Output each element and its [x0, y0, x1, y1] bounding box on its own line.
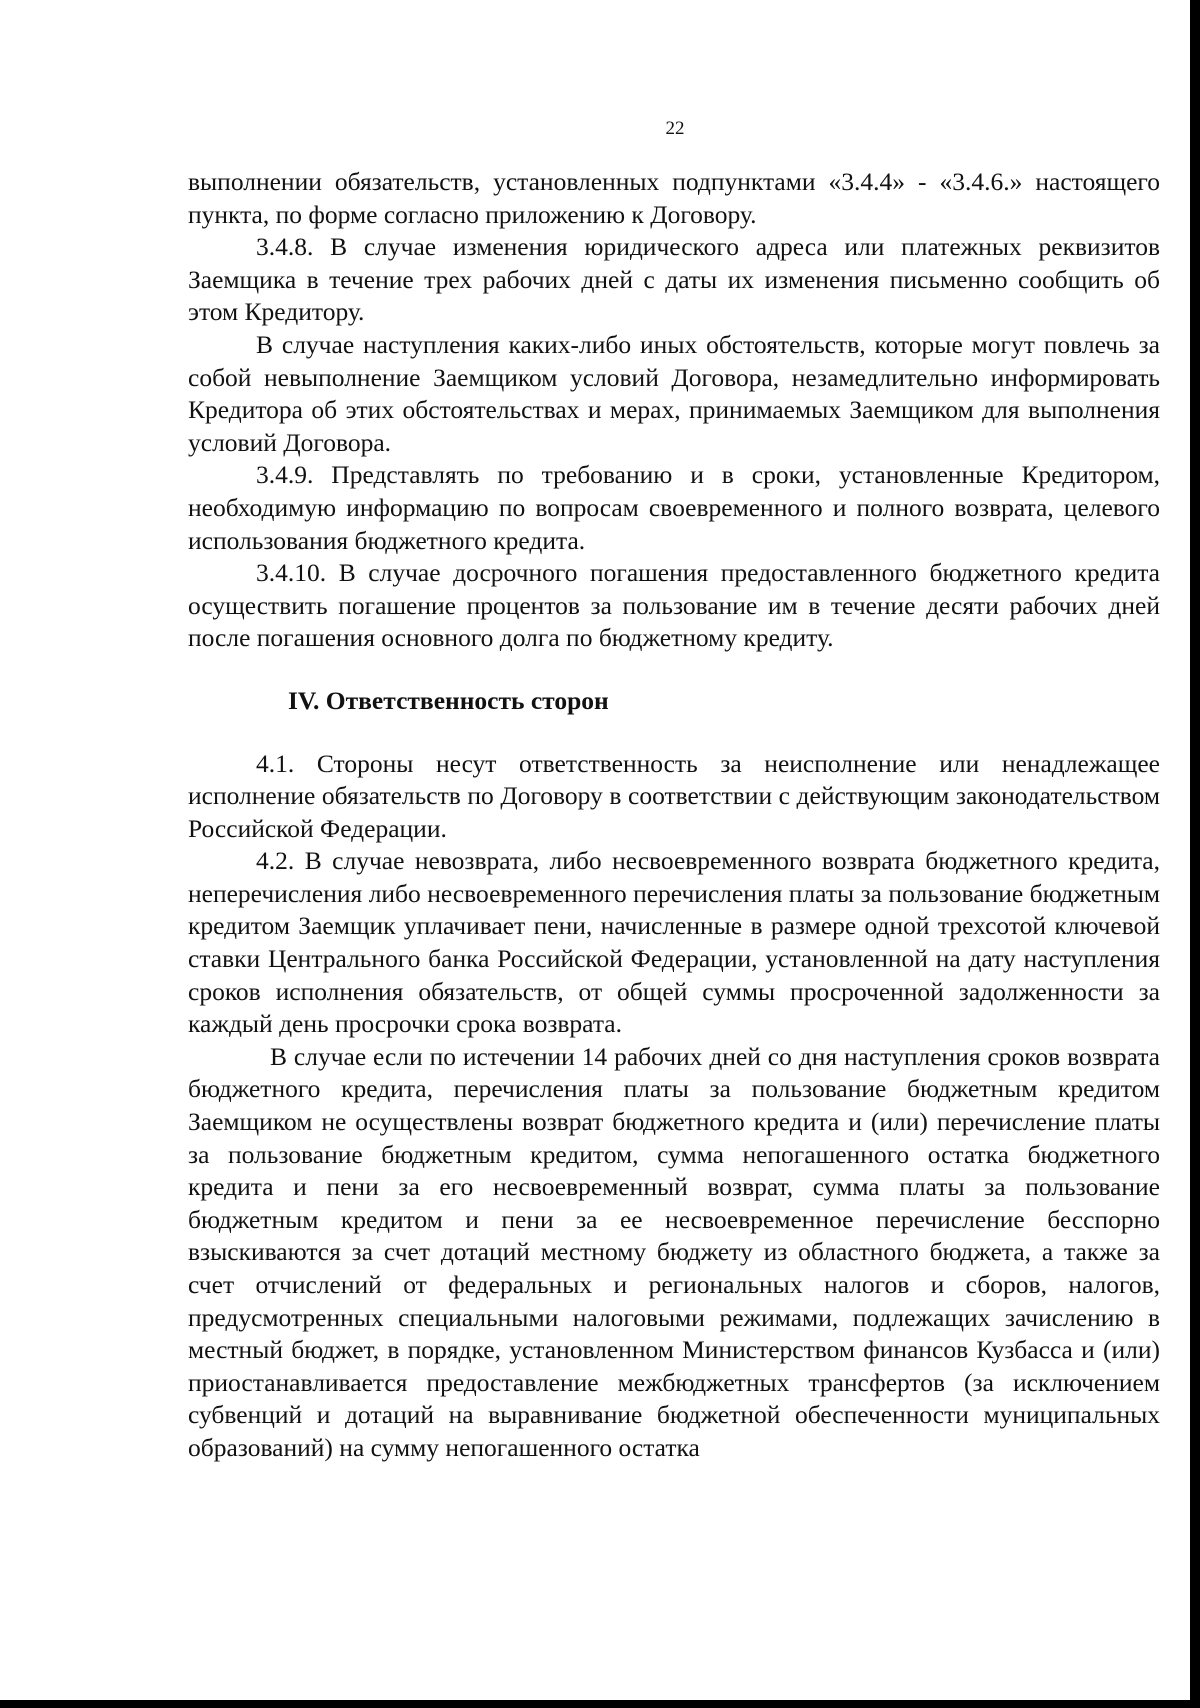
- page-number: 22: [665, 118, 685, 139]
- paragraph-3-4-8-circumstances: В случае наступления каких-либо иных обстоятельств, которые могут повлечь за собой невыполнение Заемщиком условий Договора, незамедлительно информировать Кредитора об этих обстоятельствах и мерах, принимаемых Заемщиком для выполнения условий Договора.: [188, 329, 1160, 457]
- scan-edge-right: [1190, 0, 1200, 1708]
- spacer: [188, 718, 1160, 748]
- section-heading: IV. Ответственность сторон: [288, 685, 609, 715]
- spacer: [188, 655, 1160, 685]
- scan-edge-bottom: [0, 1700, 1200, 1708]
- paragraph-3-4-8: 3.4.8. В случае изменения юридического адреса или платежных реквизитов Заемщика в течение трех рабочих дней с даты их изменения письменно сообщить об этом Кредитору.: [188, 232, 1160, 327]
- paragraph-4-2: 4.2. В случае невозврата, либо несвоевременного возврата бюджетного кредита, неперечисления либо несвоевременного перечисления платы за пользование бюджетным кредитом Заемщик уплачивает пени, начисленные в размере одной трехсотой ключевой ставки Центрального банка Российской Федерации, установленной на дату наступления сроков исполнения обязательств, от общей суммы просроченной задолженности за каждый день просрочки срока возврата.: [188, 846, 1160, 1039]
- document-body: [188, 166, 1160, 1465]
- paragraph-4-1: 4.1. Стороны несут ответственность за неисполнение или ненадлежащее исполнение обязательств по Договору в соответствии с действующим законодательством Российской Федерации.: [188, 748, 1160, 843]
- paragraph-4-2-enforcement: В случае если по истечении 14 рабочих дней со дня наступления сроков возврата бюджетного кредита, перечисления платы за пользование бюджетным кредитом Заемщиком не осуществлены возврат бюджетного кредита и (или) перечисление платы за пользование бюджетным кредитом, сумма непогашенного остатка бюджетного кредита и пени за его несвоевременный возврат, сумма платы за пользование бюджетным кредитом и пени за ее несвоевременное перечисление бесспорно взыскиваются за счет дотаций местному бюджету из областного бюджета, а также за счет отчислений от федеральных и региональных налогов и сборов, налогов, предусмотренных специальными налоговыми режимами, подлежащих зачислению в местный бюджет, в порядке, установленном Министерством финансов Кузбасса и (или) приостанавливается предоставление межбюджетных трансфертов (за исключением субвенций и дотаций на выравнивание бюджетной обеспеченности муниципальных образований) на сумму непогашенного остатка: [188, 1041, 1160, 1462]
- paragraph-3-4-9: 3.4.9. Представлять по требованию и в сроки, установленные Кредитором, необходимую информацию по вопросам своевременного и полного возврата, целевого использования бюджетного кредита.: [188, 460, 1160, 555]
- paragraph-continuation: выполнении обязательств, установленных подпунктами «3.4.4» - «3.4.6.» настоящего пункта, по форме согласно приложению к Договору.: [188, 167, 1160, 229]
- paragraph-3-4-10: 3.4.10. В случае досрочного погашения предоставленного бюджетного кредита осуществить погашение процентов за пользование им в течение десяти рабочих дней после погашения основного долга по бюджетному кредиту.: [188, 558, 1160, 653]
